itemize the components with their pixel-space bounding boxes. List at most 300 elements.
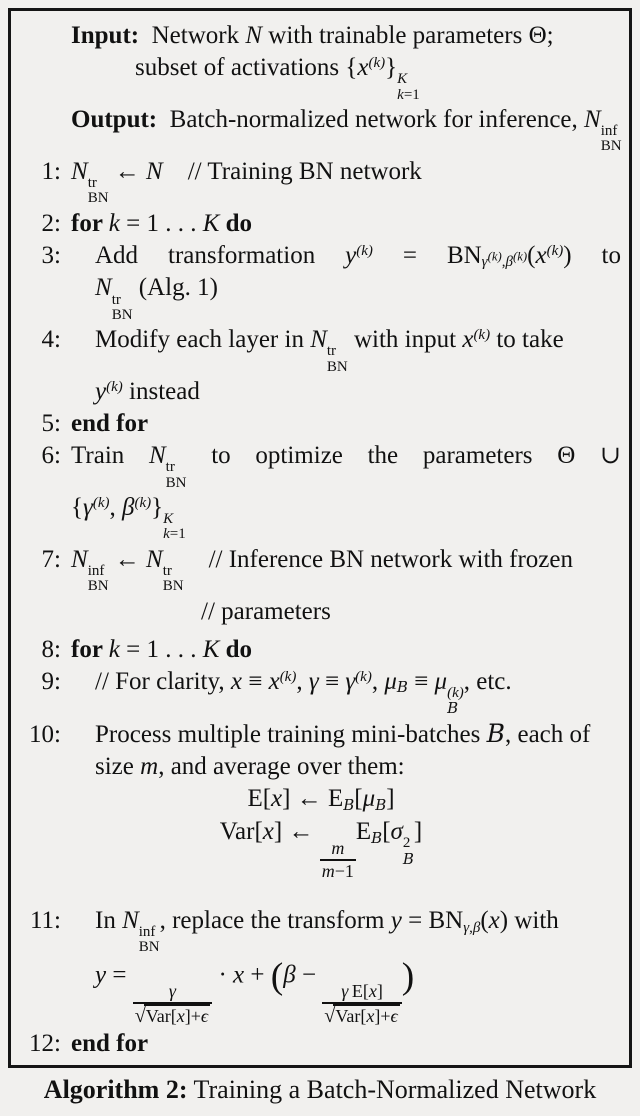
line-content [71, 409, 621, 439]
token-group [447, 241, 572, 272]
text-token: =1 [403, 86, 420, 103]
line-content [71, 53, 621, 103]
stack-sub [397, 88, 420, 103]
text-token: BN [165, 474, 187, 491]
text-token: B [402, 849, 414, 868]
line-content [71, 21, 621, 51]
line-content [71, 667, 621, 718]
text-token: inf [600, 123, 618, 140]
text-token: −1 [334, 861, 354, 882]
text-token: BN [87, 190, 109, 207]
text-token: x [230, 667, 242, 695]
subscript [371, 828, 383, 847]
algorithm-caption [8, 1068, 632, 1116]
text-token: tr [162, 562, 172, 579]
line-content [71, 209, 621, 239]
subscript [375, 798, 386, 814]
text-token: with input [347, 326, 463, 354]
stack-sup [601, 124, 622, 139]
text-token: ← [108, 157, 147, 185]
subscript [397, 680, 408, 696]
text-token: ≡ [407, 667, 435, 695]
text-token: Network [139, 22, 246, 49]
step-6-cont [21, 493, 621, 543]
line-number: 10: [29, 721, 61, 749]
text-token: BN [600, 138, 622, 155]
text-token: γ [345, 667, 356, 695]
text-token: (k) [92, 494, 110, 511]
square-root [135, 1004, 210, 1027]
text-token: = 1 . . . [119, 209, 203, 237]
step-10 [21, 719, 621, 750]
text-token: for [71, 209, 109, 237]
text-token: do [225, 209, 253, 237]
text-token: inf [138, 924, 156, 941]
text-token: γ [168, 981, 176, 1002]
caption-text: Training a Batch-Normalized Network [187, 1074, 597, 1104]
line-number: 2: [41, 209, 61, 237]
text-token: (k) [356, 242, 373, 259]
line-number: 7: [41, 545, 61, 573]
step-10-cont [21, 752, 621, 782]
text-token: ) [563, 241, 572, 269]
radical-icon: √ [134, 1004, 146, 1027]
superscript [280, 668, 297, 684]
text-token: ] [386, 785, 395, 813]
line-content [71, 597, 621, 627]
text-token: B [486, 719, 505, 749]
text-token: γ [83, 493, 93, 521]
text-token: x [366, 1005, 375, 1026]
text-token: // parameters [201, 597, 331, 625]
text-token: Process multiple training mini-batches [95, 721, 487, 749]
text-token: BN [138, 939, 160, 956]
stack-sup [112, 293, 133, 308]
text-token: x [357, 54, 369, 81]
line-number: 3: [41, 241, 61, 269]
supsub-stack [88, 176, 109, 207]
text-token: ϵ [200, 1005, 209, 1026]
text-token: ( [527, 241, 536, 269]
text-token: k [163, 526, 170, 543]
text-token: Θ [557, 441, 576, 469]
text-token: y [95, 960, 107, 988]
text-token: inf [87, 562, 105, 579]
line-number: 1: [41, 157, 61, 185]
text-token: instead [122, 377, 200, 405]
stack-sub [166, 476, 187, 491]
text-token: N [310, 326, 327, 354]
text-token: , etc. [463, 667, 512, 695]
text-token: μ [384, 667, 397, 695]
line-number: 6: [41, 441, 61, 469]
radical-icon: √ [324, 1004, 336, 1027]
stack-sub [601, 139, 622, 154]
subscript [463, 920, 480, 936]
line-content [71, 1029, 621, 1059]
line-content [71, 719, 621, 750]
text-token: end for [71, 1029, 149, 1057]
line-content [71, 441, 621, 491]
text-token: β [122, 493, 135, 521]
stack-sub [139, 940, 160, 955]
token-group [345, 241, 373, 271]
token-group [149, 441, 187, 491]
superscript [488, 250, 502, 264]
line-content [71, 493, 621, 543]
text-token: (k) [279, 668, 297, 685]
text-token: x [176, 1005, 185, 1026]
text-token: μ [362, 785, 376, 813]
line-content [71, 105, 622, 155]
fraction [320, 838, 356, 881]
text-token: Var[ [145, 1005, 177, 1026]
text-token: N [71, 545, 88, 573]
text-token: ]+ [184, 1005, 201, 1026]
text-token: In [95, 906, 123, 934]
supsub-stack [403, 836, 414, 868]
stack-sup [139, 925, 160, 940]
line-content [21, 817, 621, 882]
text-token: γ [463, 919, 470, 936]
text-token: N [148, 441, 166, 469]
text-token: do [225, 635, 253, 663]
superscript [355, 668, 372, 684]
stack-sup [327, 344, 348, 359]
text-token: 2 [402, 835, 411, 852]
text-token: y [345, 241, 357, 269]
text-token: BN [87, 578, 109, 595]
step-9 [21, 667, 621, 718]
stack-sup [163, 512, 186, 527]
text-token: B [371, 828, 383, 847]
text-token: the [367, 441, 399, 469]
text-token: ) with [499, 906, 559, 934]
text-token: K [397, 71, 408, 88]
text-token: BN [162, 578, 184, 595]
stack-sub [88, 579, 109, 594]
text-token: β [472, 919, 481, 936]
text-token: m [140, 753, 159, 781]
text-token: ] ← E [282, 785, 344, 813]
text-token: Θ; [528, 22, 554, 49]
text-token: , and average over them: [158, 753, 405, 781]
text-token: ] [413, 818, 423, 846]
supsub-stack [447, 686, 464, 718]
line-content [71, 325, 621, 375]
supsub-stack [327, 344, 348, 375]
text-token: tr [87, 174, 97, 191]
text-token: ]+ [374, 1005, 391, 1026]
text-token: transformation [168, 241, 316, 269]
line-number: 4: [41, 326, 61, 354]
text-token: E[ [348, 981, 369, 1002]
text-token: tr [165, 459, 175, 476]
fraction-denominator [320, 859, 356, 882]
supsub-stack [397, 72, 420, 103]
text-token: // Inference BN network with frozen [183, 545, 574, 573]
text-token: BN [111, 306, 133, 323]
text-token: ≡ [241, 667, 269, 695]
text-token: , [469, 919, 473, 936]
fraction-denominator [133, 1002, 212, 1027]
line-content [71, 955, 621, 1027]
text-token: k [397, 86, 404, 103]
step-8 [21, 635, 621, 665]
text-token: // For clarity, [95, 667, 231, 695]
line-number: 11: [29, 906, 61, 934]
step-5 [21, 409, 621, 439]
stack-sup [88, 176, 109, 191]
text-token: σ [390, 818, 403, 846]
text-token: , replace the transform [159, 906, 391, 934]
line-number: 8: [41, 635, 61, 663]
line-content [71, 545, 621, 595]
superscript [134, 495, 151, 511]
text-token: · [212, 960, 234, 988]
text-token: subset of activations [135, 54, 346, 81]
supsub-stack [163, 564, 184, 595]
text-token: Var[ [335, 1005, 367, 1026]
caption-label: Algorithm 2: [43, 1074, 188, 1104]
text-token: = [106, 960, 133, 988]
text-token: E[ [247, 785, 272, 813]
text-token: = [402, 241, 417, 269]
text-token: end for [71, 409, 149, 437]
text-token: m [321, 861, 335, 882]
superscript [547, 242, 564, 258]
line-content [71, 906, 621, 956]
text-token: Train [71, 441, 125, 469]
line-content [71, 273, 621, 323]
stack-sub [447, 701, 464, 717]
text-token: (Alg. 1) [132, 274, 218, 302]
line-content [71, 157, 621, 207]
text-token: to [601, 241, 621, 269]
text-token: E [355, 818, 372, 846]
step-1 [21, 157, 621, 207]
text-token: N [245, 22, 263, 49]
text-token: , [501, 254, 506, 271]
text-token: + [244, 960, 271, 988]
text-token: β [505, 254, 513, 271]
text-token: [ [382, 818, 391, 846]
input-line-2 [21, 53, 621, 103]
line-number: 5: [41, 409, 61, 437]
fraction-numerator [331, 838, 344, 859]
text-token: BN [446, 241, 482, 269]
text-token: =1 [169, 526, 186, 543]
superscript [106, 379, 123, 395]
step-11 [21, 906, 621, 956]
text-token: optimize [255, 441, 343, 469]
text-token: Input: [71, 22, 140, 49]
step-4-cont [21, 377, 621, 407]
text-token: , [109, 493, 123, 521]
stack-sub [327, 360, 348, 375]
text-token: (k) [355, 668, 372, 685]
stack-sub [88, 191, 109, 206]
text-token: , each of [504, 721, 591, 749]
supsub-stack [112, 293, 133, 324]
text-token: γ [341, 981, 349, 1002]
text-token: to [211, 441, 231, 469]
text-token: } [151, 493, 164, 521]
fraction [133, 981, 212, 1026]
stack-sup [397, 72, 420, 87]
text-token: B [375, 796, 387, 815]
text-token: x [368, 981, 377, 1002]
step-4 [21, 325, 621, 375]
big-paren: ( [270, 955, 284, 997]
superscript [473, 327, 490, 343]
step-12 [21, 1029, 621, 1059]
superscript [93, 495, 110, 511]
line-content [71, 635, 621, 665]
line-content [21, 784, 621, 815]
text-token: // Training BN network [162, 157, 422, 185]
text-token: x [535, 241, 547, 269]
text-token: { [71, 493, 83, 521]
eq-expectation [21, 784, 621, 815]
text-token: x [271, 785, 283, 813]
stack-sup [88, 564, 109, 579]
text-token: k [108, 635, 120, 663]
text-token: (k) [106, 378, 123, 395]
fraction-numerator [341, 981, 383, 1002]
text-token: with trainable parameters [262, 22, 529, 49]
text-token: β [283, 960, 296, 988]
supsub-stack [88, 564, 109, 595]
text-token: size [95, 753, 141, 781]
text-token: y [390, 906, 402, 934]
text-token: x [233, 960, 245, 988]
step-11-cont [21, 955, 621, 1027]
fraction-numerator [169, 981, 176, 1002]
stack-sup [166, 460, 187, 475]
text-token: Var[ [219, 818, 263, 846]
algorithm-box [8, 8, 632, 1068]
text-token: N [71, 157, 88, 185]
stack-sub [402, 849, 414, 868]
line-content [71, 241, 621, 272]
step-7-cont [21, 597, 621, 627]
text-token: tr [111, 291, 121, 308]
fraction [322, 981, 401, 1026]
supsub-stack [166, 460, 187, 491]
step-6 [21, 441, 621, 491]
text-token: for [71, 635, 109, 663]
text-token: (k) [368, 54, 386, 71]
text-token: N [146, 545, 163, 573]
text-token: y [95, 377, 107, 405]
radicand [333, 1004, 399, 1027]
text-token: γ [481, 254, 488, 271]
text-token: Add [95, 241, 139, 269]
step-7 [21, 545, 621, 595]
text-token: N [146, 157, 163, 185]
big-paren: ) [401, 955, 415, 997]
superscript [356, 242, 373, 258]
text-token: x [488, 906, 500, 934]
text-token: (k) [546, 242, 564, 259]
text-token: ≡ [318, 667, 346, 695]
superscript [369, 55, 386, 71]
step-2 [21, 209, 621, 239]
text-token: ϵ [390, 1005, 398, 1026]
stack-sub [163, 579, 184, 594]
line-content [71, 377, 621, 407]
text-token: parameters [422, 441, 533, 469]
fraction-denominator [322, 1002, 401, 1027]
text-token: ] [376, 981, 383, 1002]
text-token: μ [434, 667, 448, 695]
supsub-stack [139, 925, 160, 956]
supsub-stack [163, 512, 186, 543]
text-token: ∪ [600, 441, 621, 469]
text-token: BN [326, 358, 348, 375]
text-token: { [345, 54, 358, 81]
input-line [21, 21, 621, 51]
stack-sup [163, 564, 184, 579]
text-token: ← [108, 545, 147, 573]
text-token: N [95, 274, 112, 302]
superscript [513, 250, 527, 264]
text-token: (k) [512, 249, 528, 264]
text-token: ( [480, 906, 489, 934]
supsub-stack [601, 124, 622, 155]
text-token: (k) [134, 494, 152, 511]
text-token: (k) [473, 326, 491, 343]
text-token: = 1 . . . [119, 635, 203, 663]
text-token: x [462, 326, 474, 354]
stack-sub [163, 527, 186, 542]
text-token: K [202, 209, 220, 237]
text-token: K [202, 635, 220, 663]
step-3-cont [21, 273, 621, 323]
text-token: B [396, 678, 408, 697]
text-token: (k) [447, 684, 464, 701]
text-token: N [584, 105, 601, 133]
text-token: N [122, 906, 139, 934]
text-token: ] ← [273, 818, 320, 846]
text-token: Batch-normalized network for inference, [157, 105, 585, 133]
text-token: Modify each layer in [95, 326, 311, 354]
text-token: to take [490, 326, 564, 354]
text-token: k [108, 209, 120, 237]
text-token: [ [354, 785, 363, 813]
subscript [343, 798, 354, 814]
text-token: x [262, 818, 274, 846]
subscript [481, 249, 528, 271]
text-token: m [331, 838, 345, 859]
text-token: tr [326, 343, 337, 360]
text-token: (k) [487, 249, 502, 264]
text-token: B [447, 699, 459, 718]
text-token: = BN [401, 906, 464, 934]
line-number: 12: [29, 1029, 61, 1057]
eq-variance [21, 817, 621, 882]
step-3 [21, 241, 621, 272]
text-token: x [268, 667, 280, 695]
stack-sub [112, 308, 133, 323]
text-token: γ [308, 667, 319, 695]
square-root [324, 1004, 399, 1027]
line-number: 9: [41, 667, 61, 695]
radicand [144, 1004, 210, 1027]
line-content [71, 752, 621, 782]
text-token: − [295, 960, 323, 988]
